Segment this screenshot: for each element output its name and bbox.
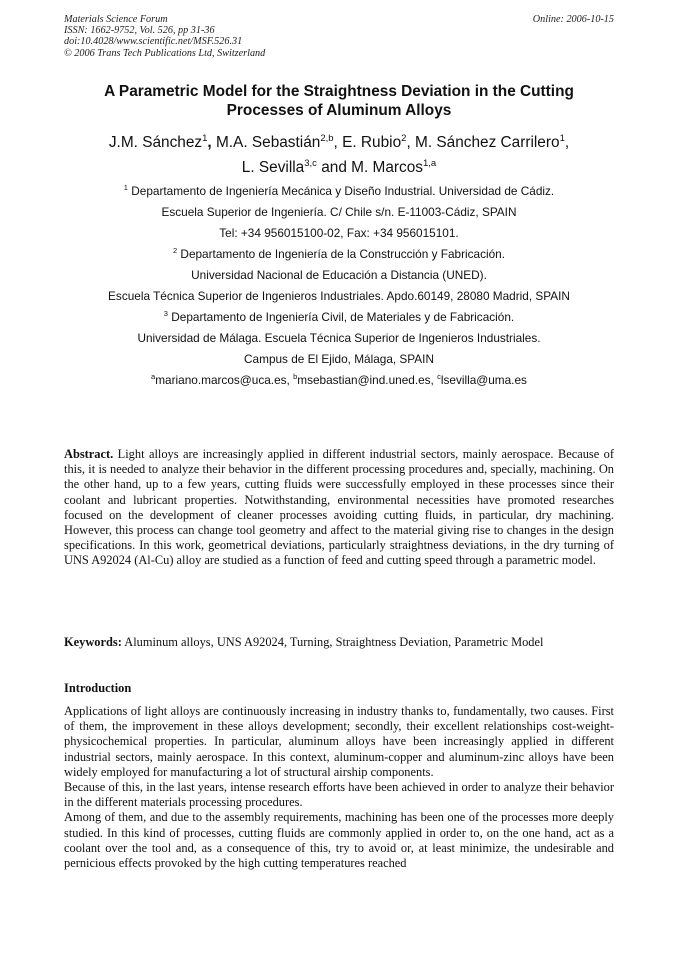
introduction-heading: Introduction: [64, 681, 132, 695]
abstract-label: Abstract.: [64, 447, 114, 461]
intro-paragraph-2: Because of this, in the last years, intense research efforts have been achieved in order to analyze their behavior in the different materials processing procedures.: [64, 780, 614, 810]
author-affil-sup: 3,c: [304, 157, 317, 169]
author-affil-sup: 1: [202, 132, 208, 144]
author-affil-sup: 1: [559, 132, 565, 144]
affil-text: Departamento de Ingeniería Civil, de Materiales y de Fabricación.: [167, 310, 515, 324]
issn-line: ISSN: 1662-9752, Vol. 526, pp 31-36: [64, 25, 215, 37]
affiliation-1-line-3: Tel: +34 956015100-02, Fax: +34 956015101.: [219, 226, 459, 240]
author-line-1: [64, 130, 614, 155]
abstract: [64, 447, 614, 569]
author-affil-sup: 2: [401, 132, 407, 144]
author-separator: ,: [333, 134, 343, 151]
affiliation-3-line-3: Campus de El Ejido, Málaga, SPAIN: [244, 352, 434, 366]
author-name: L. Sevilla: [241, 159, 305, 176]
title-line-1: A Parametric Model for the Straightness Deviation in the Cutting: [104, 83, 574, 100]
introduction-body: [64, 704, 614, 871]
affil-text: Departamento de Ingeniería de la Construcción y Fabricación.: [177, 247, 506, 261]
affiliation-1-line-2: Escuela Superior de Ingeniería. C/ Chile s/n. E-11003-Cádiz, SPAIN: [161, 205, 517, 219]
journal-name: Materials Science Forum: [64, 14, 168, 25]
author-separator: ,: [406, 134, 415, 151]
affil-sup: 2: [172, 246, 178, 256]
author-name: M. Sánchez Carrilero: [415, 134, 560, 151]
email-sup: c: [437, 372, 441, 382]
author-separator: and: [316, 159, 352, 176]
author-affil-sup: 1,a: [422, 157, 437, 169]
email-line: [40, 370, 638, 391]
journal-header: [64, 14, 265, 59]
author-separator: ,: [564, 134, 570, 151]
copyright-line: © 2006 Trans Tech Publications Ltd, Switzerland: [64, 47, 266, 59]
affiliation-3-line-2: Universidad de Málaga. Escuela Técnica Superior de Ingenieros Industriales.: [137, 331, 541, 345]
affiliation-1-line-1: [40, 181, 638, 202]
email-b: msebastian@ind.uned.es,: [297, 373, 438, 387]
affil-sup: 3: [163, 309, 168, 319]
email-a: mariano.marcos@uca.es,: [155, 373, 294, 387]
abstract-text: Light alloys are increasingly applied in different industrial sectors, mainly aerospace. Because of this, it is needed to analyze their behavior in the different processing procedures and, specially, machining. On the other hand, up to a few years, cutting fluids were successfully employed in these processes since their coolant and lubricant properties. Notwithstanding, environmental necessities have promoted researches focused on the development of cleaner processes avoiding cutting fluids, in particular, dry machining. However, this process can change tool geometry and affect to the material giving rise to changes in the design specifications. In this work, geometrical deviations, particularly straightness deviations, in the dry turning of UNS A92024 (Al-Cu) alloy are studied as a function of feed and cutting speed through a parametric model.: [64, 447, 614, 568]
intro-paragraph-3: Among of them, and due to the assembly requirements, machining has been one of the processes more deeply studied. In this kind of processes, cutting fluids are commonly applied in order to, on the one hand, act as a coolant over the tool and, as a consequence of this, try to avoid or, at least minimize, the undesirable and pernicious effects provoked by the high cutting temperatures reached: [64, 810, 614, 871]
email-c: lsevilla@uma.es: [440, 373, 527, 387]
author-affil-sup: 2,b: [320, 132, 334, 144]
keywords-label: Keywords:: [64, 635, 122, 649]
author-line-2: [64, 155, 614, 180]
email-sup: a: [151, 372, 156, 382]
author-name: M.A. Sebastián: [215, 134, 321, 151]
author-name: J.M. Sánchez: [108, 134, 203, 151]
title-line-2: Processes of Aluminum Alloys: [226, 102, 452, 119]
affil-text: Departamento de Ingeniería Mecánica y Diseño Industrial. Universidad de Cádiz.: [127, 184, 555, 198]
affiliations: [40, 181, 638, 391]
author-list: [64, 130, 614, 180]
doi-line: doi:10.4028/www.scientific.net/MSF.526.31: [64, 36, 243, 48]
author-separator: ,: [207, 134, 216, 151]
author-name: M. Marcos: [351, 159, 423, 176]
affil-sup: 1: [123, 183, 128, 193]
email-sup: b: [293, 372, 298, 382]
author-name: E. Rubio: [342, 134, 402, 151]
online-date: Online: 2006-10-15: [532, 14, 614, 25]
affiliation-2-line-3: Escuela Técnica Superior de Ingenieros Industriales. Apdo.60149, 28080 Madrid, SPAIN: [108, 289, 570, 303]
keywords: [64, 635, 614, 650]
affiliation-2-line-2: Universidad Nacional de Educación a Distancia (UNED).: [191, 268, 487, 282]
intro-paragraph-1: Applications of light alloys are continuously increasing in industry thanks to, fundamentally, two causes. First of them, the improvement in these alloys development; secondly, their excellent relationships cost-weight-physicochemical properties. In particular, aluminum alloys have been increasingly applied in different industrial sectors, mainly aerospace. In this context, aluminum-copper and aluminum-zinc alloys have been widely employed for manufacturing a lot of structural airship components.: [64, 704, 614, 779]
paper-title: [64, 82, 614, 120]
affiliation-3-line-1: [40, 307, 638, 328]
keywords-text: Aluminum alloys, UNS A92024, Turning, Straightness Deviation, Parametric Model: [121, 635, 544, 649]
affiliation-2-line-1: [40, 244, 638, 265]
